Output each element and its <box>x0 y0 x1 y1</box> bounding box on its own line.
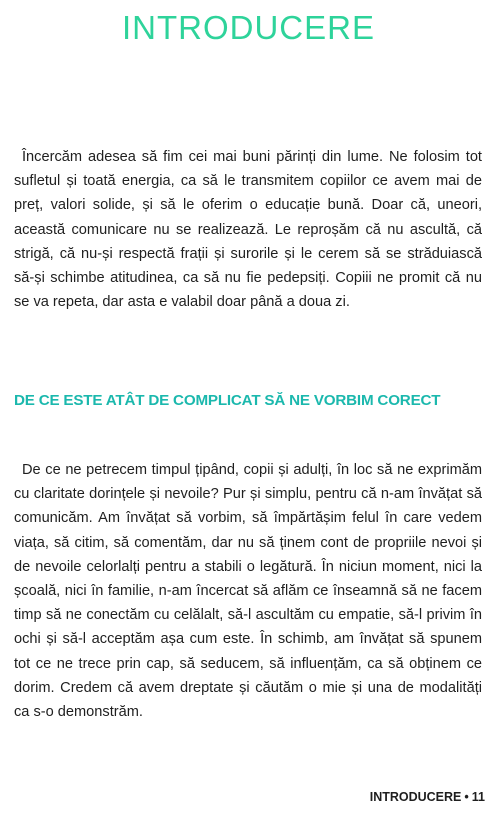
section-paragraph: De ce ne petrecem timpul țipând, copii și adulți, în loc să ne exprimăm cu claritate dorințele și nevoile? Pur și simplu, pentru că n-am învățat să comunicăm. Am învățat să vorbim, să împărtășim felul în care vedem viața, să citim, să comentăm, dar nu să ținem cont de propriile nevoi și de nevoile celorlalți pentru a stabili o legătură. În niciun moment, nici la școală, nici în familie, n-am încercat să aflăm ce înseamnă să ne facem timp să ne conectăm cu celălalt, să-l ascultăm cu empatie, să-l privim în ochi și să-l acceptăm așa cum este. În schimb, am învățat să spunem tot ce ne trece prin cap, să seducem, să influențăm, ca să obținem ce dorim. Credem că avem dreptate și căutăm o mie și una de modalități ca s-o demonstrăm. <box>14 462 482 721</box>
footer-separator: • <box>464 790 469 804</box>
section-heading: DE CE ESTE ATÂT DE COMPLICAT SĂ NE VORBIM CORECT <box>14 392 441 409</box>
running-head: INTRODUCERE <box>369 790 462 804</box>
page-footer <box>370 790 485 804</box>
intro-paragraph: Încercăm adesea să fim cei mai buni părinți din lume. Ne folosim tot sufletul și toată energia, ca să le transmitem copiilor ce avem mai de preț, valori solide, și să le oferim o educație bună. Doar că, uneori, această comunicare nu se realizează. Le reproșăm că nu ascultă, că strigă, că nu-și respectă frații și surorile și le cerem să se străduiască să-și schimbe atitudinea, ca să nu fie pedepsiți. Copiii ne promit că nu se va repeta, dar asta e valabil doar până a doua zi. <box>14 149 482 311</box>
page-number: 11 <box>471 790 485 804</box>
page-title: INTRODUCERE <box>121 9 375 46</box>
